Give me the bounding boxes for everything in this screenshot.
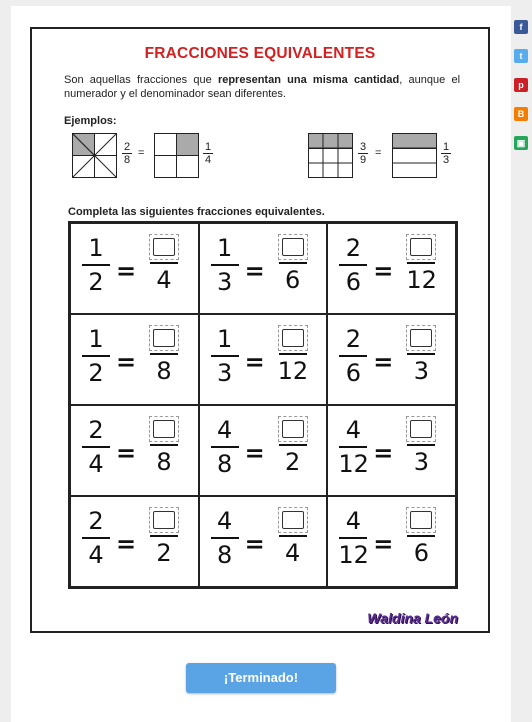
- numerator: 2: [88, 507, 104, 535]
- denominator: 12: [277, 357, 309, 385]
- denominator: 8: [156, 357, 172, 385]
- answer-fraction: [406, 234, 436, 294]
- fraction-bar: [279, 262, 307, 264]
- fraction-bar: [211, 446, 239, 448]
- answer-input-box[interactable]: [410, 238, 432, 256]
- thirds-rect-diagram: [392, 133, 437, 178]
- intro-text-bold: representan una misma cantidad: [217, 74, 400, 86]
- denominator: 6: [345, 359, 361, 387]
- answer-input-box[interactable]: [410, 420, 432, 438]
- numerator: 4: [217, 507, 233, 535]
- answer-input-box[interactable]: [282, 420, 304, 438]
- given-fraction: [210, 507, 240, 569]
- given-fraction: [338, 416, 368, 478]
- numerator: 2: [123, 141, 131, 153]
- answer-fraction: [278, 325, 308, 385]
- exercise-cell: [199, 314, 328, 405]
- eighths-square-diagram: [72, 133, 117, 178]
- denominator: 8: [123, 154, 131, 166]
- fraction-bar: [407, 535, 435, 537]
- example2-fraction-right: [440, 141, 452, 166]
- given-fraction: [210, 325, 240, 387]
- ninths-grid-diagram: [308, 133, 353, 178]
- quarters-square-diagram: [154, 133, 199, 178]
- fraction-bar: [339, 355, 367, 357]
- exercise-cell: [199, 223, 328, 314]
- numerator: 1: [204, 141, 212, 153]
- exercise-cell: [199, 496, 328, 587]
- denominator: 3: [413, 448, 429, 476]
- fraction-bar: [150, 262, 178, 264]
- pinterest-icon[interactable]: p: [514, 78, 528, 92]
- fraction-bar: [407, 444, 435, 446]
- given-fraction: [81, 507, 111, 569]
- fraction-bar: [279, 444, 307, 446]
- answer-input-box[interactable]: [282, 238, 304, 256]
- denominator: 8: [156, 448, 172, 476]
- answer-input-box[interactable]: [153, 329, 175, 347]
- denominator: 4: [285, 539, 301, 567]
- fraction-bar: [339, 264, 367, 266]
- equals-sign: =: [115, 257, 137, 285]
- instruction-text: Completa las siguientes fracciones equivalentes.: [68, 206, 325, 218]
- equals-sign: =: [244, 530, 265, 558]
- denominator: 6: [285, 266, 301, 294]
- answer-fraction: [406, 507, 436, 567]
- fraction-bar: [279, 353, 307, 355]
- answer-input-box[interactable]: [282, 329, 304, 347]
- twitter-icon[interactable]: t: [514, 49, 528, 63]
- denominator: 6: [345, 268, 361, 296]
- given-fraction: [338, 325, 368, 387]
- answer-fraction: [149, 234, 179, 294]
- numerator: 1: [217, 325, 233, 353]
- given-fraction: [81, 325, 111, 387]
- fraction-bar: [211, 537, 239, 539]
- examples-label: Ejemplos:: [64, 115, 117, 127]
- fraction-bar: [82, 264, 110, 266]
- blogger-icon[interactable]: B: [514, 107, 528, 121]
- answer-input-box[interactable]: [153, 420, 175, 438]
- denominator: 2: [88, 268, 104, 296]
- worksheet-page: [11, 6, 511, 722]
- fraction-bar: [82, 355, 110, 357]
- numerator: 2: [345, 325, 361, 353]
- fraction-bar: [150, 353, 178, 355]
- given-fraction: [338, 507, 368, 569]
- fraction-bar: [82, 537, 110, 539]
- denominator: 2: [156, 539, 172, 567]
- answer-fraction: [149, 416, 179, 476]
- author-signature: Waldina León: [367, 610, 458, 626]
- denominator: 6: [413, 539, 429, 567]
- given-fraction: [210, 234, 240, 296]
- numerator: 1: [217, 234, 233, 262]
- equals-sign: =: [373, 439, 394, 467]
- exercise-cell: [327, 314, 456, 405]
- denominator: 2: [88, 359, 104, 387]
- given-fraction: [81, 416, 111, 478]
- equals-sign: =: [373, 348, 394, 376]
- answer-fraction: [406, 325, 436, 385]
- numerator: 2: [88, 416, 104, 444]
- denominator: 8: [217, 450, 233, 478]
- example1-fraction-left: [121, 141, 133, 166]
- numerator: 1: [88, 234, 104, 262]
- exercise-cell: [199, 405, 328, 496]
- denominator: 3: [413, 357, 429, 385]
- denominator: 12: [338, 450, 369, 478]
- answer-input-box[interactable]: [410, 329, 432, 347]
- fraction-bar: [339, 446, 367, 448]
- given-fraction: [81, 234, 111, 296]
- denominator: 4: [204, 154, 212, 166]
- denominator: 9: [359, 154, 367, 166]
- denominator: 3: [217, 359, 233, 387]
- numerator: 4: [345, 507, 361, 535]
- intro-text-start: Son aquellas fracciones que: [64, 74, 218, 86]
- answer-fraction: [406, 416, 436, 476]
- denominator: 4: [88, 541, 104, 569]
- equals-sign: =: [373, 530, 394, 558]
- fraction-bar: [407, 262, 435, 264]
- worksheet-title: FRACCIONES EQUIVALENTES: [144, 45, 376, 62]
- exercise-cell: [327, 223, 456, 314]
- fraction-bar: [82, 446, 110, 448]
- exercise-cell: [327, 405, 456, 496]
- fraction-bar: [339, 537, 367, 539]
- given-fraction: [338, 234, 368, 296]
- intro-text-end: , aunque el numerador y el denominador sean diferentes.: [64, 74, 461, 100]
- denominator: 8: [217, 541, 233, 569]
- equals-sign: =: [138, 147, 145, 159]
- numerator: 1: [442, 141, 450, 153]
- example2-fraction-left: [357, 141, 369, 166]
- classroom-icon[interactable]: ▣: [514, 136, 528, 150]
- equals-sign: =: [244, 348, 265, 376]
- exercise-cell: [327, 496, 456, 587]
- exercise-cell: [70, 405, 199, 496]
- answer-fraction: [278, 416, 308, 476]
- denominator: 2: [285, 448, 301, 476]
- numerator: 4: [217, 416, 233, 444]
- equals-sign: =: [115, 530, 137, 558]
- fraction-bar: [279, 535, 307, 537]
- given-fraction: [210, 416, 240, 478]
- numerator: 3: [359, 141, 367, 153]
- numerator: 2: [345, 234, 361, 262]
- denominator: 4: [156, 266, 172, 294]
- equals-sign: =: [244, 257, 265, 285]
- equals-sign: =: [115, 439, 137, 467]
- numerator: 4: [345, 416, 361, 444]
- denominator: 4: [88, 450, 104, 478]
- equals-sign: =: [373, 257, 394, 285]
- equals-sign: =: [115, 348, 137, 376]
- equals-sign: =: [375, 147, 382, 159]
- denominator: 3: [442, 154, 450, 166]
- answer-input-box[interactable]: [153, 511, 175, 529]
- denominator: 12: [338, 541, 369, 569]
- example1-fraction-right: [202, 141, 214, 166]
- worksheet-frame: [30, 27, 490, 633]
- exercise-cell: [70, 314, 199, 405]
- exercise-cell: [70, 496, 199, 587]
- facebook-icon[interactable]: f: [514, 20, 528, 34]
- answer-input-box[interactable]: [282, 511, 304, 529]
- equals-sign: =: [244, 439, 265, 467]
- intro-text: [64, 73, 460, 101]
- answer-input-box[interactable]: [410, 511, 432, 529]
- answer-input-box[interactable]: [153, 238, 175, 256]
- answer-fraction: [149, 507, 179, 567]
- answer-fraction: [149, 325, 179, 385]
- denominator: 3: [217, 268, 233, 296]
- answer-fraction: [278, 234, 308, 294]
- exercise-cell: [70, 223, 199, 314]
- fraction-bar: [211, 355, 239, 357]
- fraction-bar: [407, 353, 435, 355]
- fraction-bar: [150, 535, 178, 537]
- fraction-bar: [150, 444, 178, 446]
- answer-fraction: [278, 507, 308, 567]
- numerator: 1: [88, 325, 104, 353]
- done-button[interactable]: ¡Terminado!: [186, 663, 336, 693]
- exercise-grid: [68, 221, 458, 589]
- denominator: 12: [406, 266, 437, 294]
- fraction-bar: [211, 264, 239, 266]
